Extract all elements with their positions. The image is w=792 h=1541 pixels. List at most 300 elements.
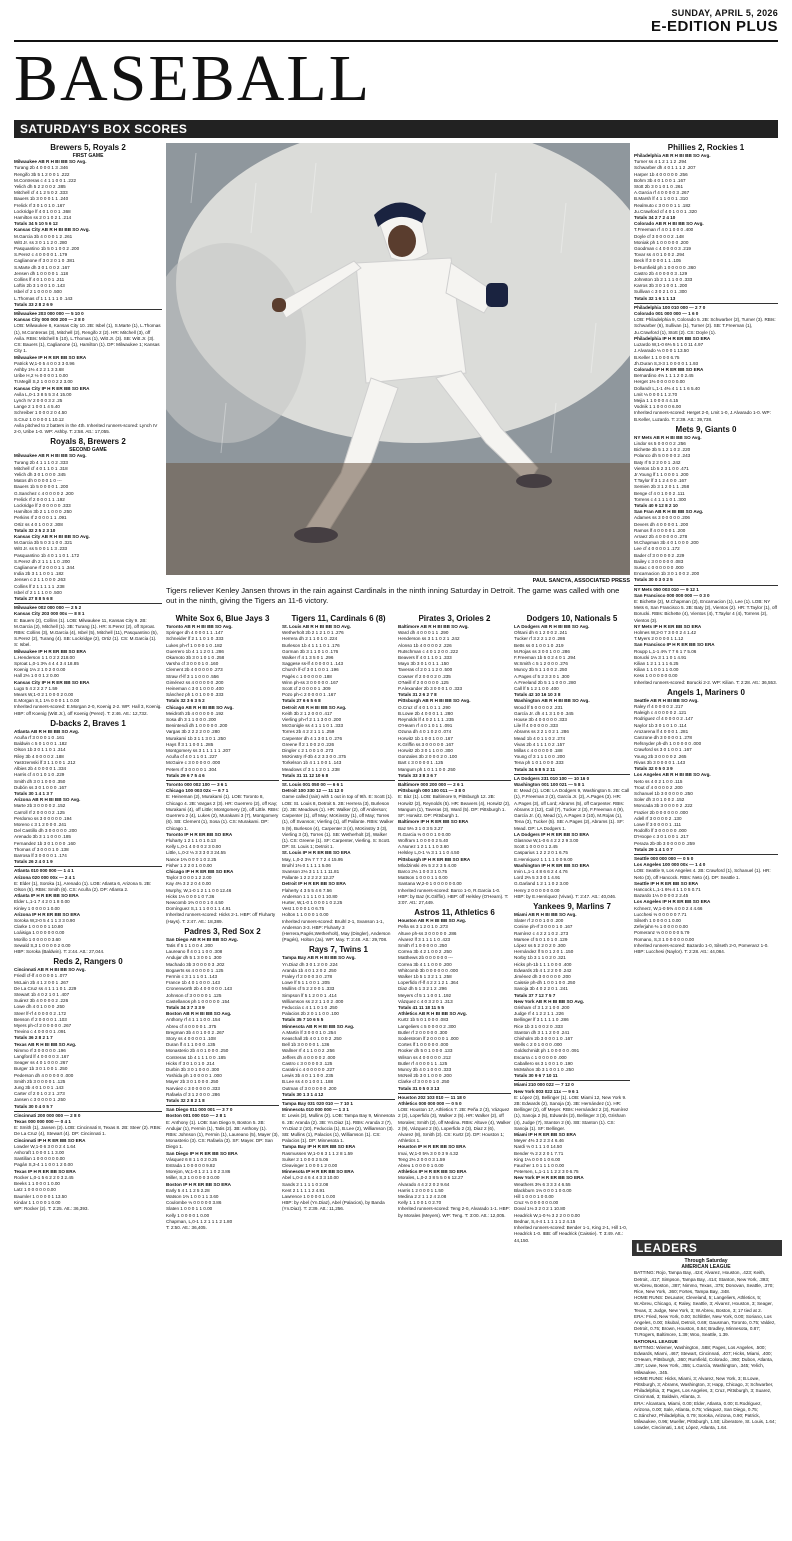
box-score-row: Medina 2 2 1 1 2 4 2.08 [398,1194,447,1200]
box-score-row: Turang 2b 4 0 0 0 1 3 .346 [14,165,68,171]
box-score-header-row: Seattle AB R H BI BB SO Avg. [634,697,699,703]
box-score-header-row: Totals 35 7 10 6 5 5 [282,1017,324,1023]
box-score-row: E.Morgan S,1 1⅔ 0 0 0 1 1 0.00 [14,698,80,704]
box-score-row: Church lf-cf 3 0 1 0 0 1 .196 [282,667,339,673]
box-score-header-row: Boston 001 000 010 — 2 8 1 [166,1113,227,1119]
box-score-row: Lynch IV 2 0 0 0 3 2 .25 [14,397,63,403]
box-score-row: Mead 1b 4 0 1 1 0 2 .274 [514,735,566,741]
box-score-row: King 1⅓ 0 0 0 1 0 6.00 [514,1156,561,1162]
box-score-row: Lowder W,1-0 6 3 0 0 2 4 1.64 [14,1143,76,1149]
box-score-row: Bauers 1b 3 0 0 0 1 1 .240 [14,196,69,202]
box-score-header-row: NY Mets AB R H BI BB SO Avg. [634,434,702,440]
box-score-row: Semien 2b 3 1 2 0 1 1 .258 [634,484,690,490]
box-score-notes: Inherited runners-scored: Bazardo 1-0, Silseth 2-0, Pomeranz 1-0. HBP: Lucchesi (Naylor). T: 2:28. Att.: 44,084. [634,942,769,954]
box-score-row: Caballero ss 3 1 0 0 1 0 .190 [514,1060,573,1066]
box-score-row: Johnston 1b 2 1 1 1 0 0 .333 [634,277,693,283]
game-headline: Yankees 9, Marlins 7 [533,901,611,911]
box-score-header-row: Totals 32 2 5 2 3 10 [14,527,56,533]
pitcher-photo-illustration [166,143,630,575]
box-score-row: Lewis 3b 4 0 1 1 0 0 .235 [282,1073,334,1079]
box-score-row: Koenig 1⅓ 2 1 0 2 0 0.00 [14,667,66,673]
box-score-row: Schwarber dh 4 0 1 1 1 2 .207 [634,165,696,171]
box-score-row: Beeks 1 1 0 0 0 1 0.00 [14,1181,60,1187]
box-score-header-row: Boston AB R H BI BB SO Avg. [166,1011,232,1017]
box-score-row: Arozarena lf 4 0 0 0 1 .281 [634,728,689,734]
box-score-row: Rodolfo lf 3 0 0 0 0 0 .000 [634,828,687,834]
box-score-row: Muncy 3b 4 0 1 0 0 0 .333 [398,1067,452,1073]
box-score-row: Trout cf 4 0 0 0 0 2 .200 [634,784,683,790]
box-score-header-row: San Diego IP H R ER BB SO ERA [166,1150,238,1156]
box-score-header-row: Houston 202 103 010 — 11 18 0 [398,1094,466,1100]
box-score-row: Riley 3b 4 0 0 0 0 2 .188 [14,753,64,759]
box-score-row: Canzone dh 3 0 0 0 0 1 .278 [634,735,692,741]
box-score-row: McMahon 3b 3 1 0 0 1 0 .250 [514,1067,574,1073]
box-score-row: Bohm 3b 4 0 1 0 0 1 .167 [634,177,686,183]
box-score-header-row: Totals 29 1 4 1 0 7 [634,846,673,852]
box-score-row: Weathers 3⅔ 6 3 3 3 4 6.55 [514,1181,571,1187]
box-score-row: Sánchez ph 1 0 1 0 0 0 .333 [166,692,224,698]
box-score-row: Vest 1 0 0 0 1 0 6.75 [282,906,325,912]
box-score-row: Hicks 1⅓ 0 0 0 1 0 7.36 [166,893,215,899]
box-score-row: Anderson 1 1 1 1 0 1 10.80 [282,893,338,899]
game-headline: Pirates 3, Orioles 2 [418,614,491,623]
box-score-row: Loáisiga 1 0 0 0 0 0 0.00 [14,930,65,936]
box-score-row: Adell rf 3 0 0 0 0 2 .130 [634,815,682,821]
leaders-through: Through Saturday [684,1258,728,1264]
box-score-row: Loperfido rf-lf 4 2 2 1 2 1 .364 [398,980,459,986]
box-score-row: Mayer 2b 3 0 1 0 0 0 .250 [166,1079,219,1085]
box-score-row: Imai, W,1-0 5⅔ 3 0 0 3 9 4.32 [398,1150,459,1156]
issue-date: SUNDAY, APRIL 5, 2026 [671,8,778,18]
box-score-notes: T: 2:50. Att.: 36,405. [166,1225,207,1231]
box-score-row: T.Taylor lf 3 1 2 4 0 0 .167 [634,478,687,484]
game-headline: White Sox 6, Blue Jays 3 [175,614,270,623]
box-score-row: Bellinger lf 3 1 1 1 1 0 .286 [514,1017,569,1023]
box-score-row: Tena ph 1 0 1 0 0 0 .333 [514,760,564,766]
box-score-notes: LOB: Houston 17, Athletics 7. 2B: Peña 2 (3), Vázquez 2 (2), Loperfido (3), Walker 2 (5). HR: Walker (2), off Morales; Smith (2), off Medina. RBIs: Altuve (4), Walker 2 (9), Vázquez 2 (5), Loperfido 2 (3), Diaz 2 (6), Alvarez (8), Smith (2). CS: Kurtz (2). DP: Houston 1; Athletics 1. [398,1107,511,1144]
box-score-header-row: Atlanta 010 000 000 — 1 4 1 [14,868,74,874]
game-headline: D-backs 2, Braves 1 [50,718,126,728]
box-score-row: Wells c 2 0 1 0 0 0 .000 [514,1042,562,1048]
box-score-row: Steer lf-rf 4 0 0 0 0 2 .172 [14,1010,67,1016]
box-score-row: Suárez 3b 4 0 0 0 0 2 .226 [14,998,69,1004]
box-score-row: Montgomery ss 3 1 1 1 1 1 .207 [166,748,231,754]
box-score-header-row: Detroit IP H R ER BB SO ERA [282,881,346,887]
box-score-row: Bazardo 1⅓ 0 0 0 0 2 2.45 [634,893,689,899]
box-score-header-row: Milwaukee AB R H BI BB SO Avg. [14,159,87,165]
box-score-row: A.Martin lf 3 0 0 0 1 0 .254 [282,1029,336,1035]
box-score-header-row: New York 003 022 11x — 9 6 1 [514,1088,579,1094]
box-score-row: Soroka W,2-0 5 4 1 1 3 3 0.90 [14,917,76,923]
box-score-notes: BATTING: Wiemer, Washington, .588; Pages, Los Angeles, .500; Edwards, Miami, .467; Stewart, Cincinnati, .407; Hicks, Miami, .400; O'Hearn, Pittsburgh, .360; Rumfield, Colorado, .360; Dubon, Atlanta, .357; Lowe, New York, .355; L.García, Washington, .345; Yelich, Milwaukee, .345. [634,1344,774,1375]
box-score-row: Anthony rf 4 1 1 1 0 0 .154 [166,1017,221,1023]
box-score-row: Jung 3b 4 0 1 0 0 1 .143 [14,1085,64,1091]
box-score-row: Abrams ss 2 2 1 0 2 1 .286 [514,729,569,735]
box-score-row: Ohtani dh 6 1 2 0 0 2 .241 [514,630,568,636]
box-score-row: Bruihl 1⅔ 0 1 1 1 1 5.06 [282,862,331,868]
game-headline: Brewers 5, Royals 2 [50,143,126,152]
box-score-row: Lugo 5 4 2 2 2 7 1.59 [14,685,58,691]
game-subhead: FIRST GAME [72,153,104,159]
game-headline: Royals 8, Brewers 2 [50,437,126,447]
box-score-header-row: Texas AB R H BI BB SO Avg. [14,1041,77,1047]
box-score-row: Mitchell cf 4 1 2 5 0 2 .333 [14,190,68,196]
box-score-row: Rice 1b 3 1 0 0 2 0 .333 [514,1023,563,1029]
box-score-header-row: Athletics IP H R ER BB SO ERA [398,1169,467,1175]
box-score-header-row: LA Dodgers IP H R ER BB SO ERA [514,831,590,837]
box-score-row: Hicks ph-1b 1 1 1 0 0 0 .400 [514,961,572,967]
box-score-row: Turang 2b 4 1 1 1 0 2 .333 [14,459,68,465]
box-score-header-row: Totals 30 9 6 7 10 11 [514,1073,558,1079]
box-score-row: Del Castillo dh 3 0 0 0 0 0 .200 [14,828,77,834]
box-score-notes: Inherited runners-scored: Herget 2-0, Lmit 1-0, J.Alvarado 1-0. WP: B.Keller, Luzardo. T: 2:39. Att.: 39,738. [634,410,771,422]
box-score-row: A.Pages cf 5 2 3 3 0 1 .300 [514,673,570,679]
box-score-header-row: San Francisco IP H R ER BB SO ERA [634,642,715,648]
box-score-row: Kilian 1 2 1 1 1 1 6.25 [634,661,679,667]
box-score-row: Meyer 4⅔ 3 2 2 3 4 6.46 [514,1138,564,1144]
box-score-row: Neto ss 4 0 2 1 0 0 .115 [634,778,683,784]
box-score-row: Castro 2b 4 0 0 0 0 3 .129 [634,270,688,276]
box-score-row: K.Griffin ss 3 0 0 0 0 0 .167 [398,741,454,747]
box-score-rule [514,774,630,775]
box-score-row: Escarra c 1 0 0 0 0 0 .000 [514,1054,567,1060]
box-score-row: Grisham cf 3 1 2 1 0 0 .200 [514,1004,570,1010]
box-score-row: Wilson ss 4 0 0 0 0 0 .212 [398,1054,451,1060]
game-headline: Padres 3, Red Sox 2 [184,926,261,936]
box-score-row: Taylor 3 0 0 0 1 2 2.00 [166,875,212,881]
box-score-header-row: Philadelphia IP H R ER BB SO ERA [634,335,711,341]
box-score-row: Fisher 1 2 2 0 1 0 0.00 [166,862,212,868]
box-score-row: Schanuel 1b 3 0 0 0 0 0 .250 [634,790,693,796]
box-score-row: Greene lf 2 1 0 0 2 0 .226 [282,741,335,747]
box-score-header-row: Colorado AB R H BI BB SO Avg. [634,221,704,227]
box-score-header-row: Milwaukee 203 000 000 — 5 10 0 [14,311,84,317]
box-score-row: Pasquantino 1b 5 0 1 0 0 2 .200 [14,246,80,252]
box-score-row: Realmuto c 3 0 0 0 1 1 .182 [634,202,691,208]
box-score-row: Hurter, W,1-0 1 0 0 0 1 0 2.25 [282,899,343,905]
box-score-row: Matthews 2b 0 0 0 0 0 0 --- [398,955,453,961]
box-score-row: Uribe H,2 ⅓ 0 0 0 0 1 0.00 [14,373,68,379]
box-score-row: Muncy 3b 5 1 1 0 0 2 .250 [514,667,568,673]
box-score-header-row: Totals 27 8 8 5 6 8 [14,596,53,602]
box-score-header-row: Milwaukee IP H R ER BB SO ERA [14,354,87,360]
box-score-row: Jiménez dh 3 0 0 0 0 0 .200 [514,973,571,979]
box-score-row: India 2b 3 1 1 0 0 1 .182 [14,571,64,577]
box-score-row: S.Perez dh 2 1 1 1 1 0 .200 [14,558,70,564]
box-score-header-row: Totals 30 1 3 1 4 12 [282,1091,324,1097]
box-score-header-row: Houston IP H R ER BB SO ERA [398,1144,466,1150]
box-score-row: Refsnyder ph-dh 1 0 0 0 0 0 .000 [634,741,702,747]
box-score-row: Loftin 2b 3 1 0 0 1 0 .143 [14,283,65,289]
box-score-row: Hernández lf 5 0 1 2 0 1 .150 [514,949,574,955]
box-score-row: Gonzales 3b 2 0 0 0 2 0 .100 [398,754,457,760]
box-score-header-row: Washington 001 100 021 — 5 8 1 [514,782,585,788]
box-score-row: Kelly 1 1 0 0 1 0 2.70 [398,1200,442,1206]
box-score-row: Monasterio 2b 4 0 1 0 0 0 .250 [166,1048,229,1054]
box-score-row: Walker 1b 5 1 3 2 1 1 .258 [398,973,452,979]
box-score-row: Ramos lf 4 0 0 0 0 1 .200 [634,527,686,533]
box-score-row: Myers ph-cf 2 0 0 0 0 0 .267 [14,1023,72,1029]
box-score-header-row: Kansas City 000 000 200 — 2 8 0 [14,317,85,323]
box-score-row: Benge cf 4 0 1 0 0 2 .111 [634,490,685,496]
box-score-header-row: Chicago 100 003 02x — 6 7 1 [166,788,229,794]
box-score-column-1 [14,141,162,1533]
box-score-row: A.Nunez 1 2 1 1 1 0 3.60 [398,844,449,850]
box-score-row: Vargas 3b 2 2 2 2 0 0 .280 [166,729,220,735]
box-score-row: Kess 1 0 0 0 0 0 0.00 [634,673,678,679]
box-score-row: Rutschman c 4 0 1 2 0 0 .222 [398,648,459,654]
box-score-row: Peraza 2b-3b 3 0 0 0 0 0 .259 [634,840,695,846]
box-score-header-row: San Diego 011 000 001 — 3 7 0 [166,1107,233,1113]
box-score-row: Morillo 1 0 0 0 0 0 3.60 [14,936,61,942]
box-score-row: Rengifo 3b 5 1 2 0 0 1 .222 [14,171,70,177]
box-score-row: García Jr. dh 4 1 3 1 0 0 .345 [514,710,574,716]
box-score-header-row: NY Mets IP H R ER BB SO ERA [634,623,702,629]
box-score-row: Machado 3b 3 0 0 0 0 3 .202 [166,961,225,967]
box-score-row: J.Alvarado ⅓ 0 0 0 1 13.50 [634,348,689,354]
box-score-row: R.Garcia ⅓ 0 0 0 1 0 0.00 [398,831,451,837]
box-score-row: Scott 1 0 0 0 0 1 2.45 [514,844,558,850]
box-score-row: Cortes lf 1 0 0 0 0 0 .000 [398,1042,449,1048]
box-score-row: Jr.Young lf 1 1 0 0 0 1 .200 [634,471,689,477]
box-score-row: Newcomb 1⅔ 0 0 0 1 0 4.50 [166,899,224,905]
box-score-row: Friedl cf-lf 4 0 0 0 0 1 .077 [14,973,68,979]
box-score-row: Ju.Crawford cf 4 0 1 0 0 1 .320 [634,208,697,214]
box-score-row: G.Garland 1 2 1 1 0 2 3.00 [514,881,569,887]
box-score-header-row: New York IP H R ER BB SO ERA [514,1175,584,1181]
box-score-notes: E: Elder (1), Soroka (1), Arenado (1). LOB: Atlanta 6, Arizona 5. 2B: Olson (5). RBIs: Smith (6). CS: Acuña (2). DP: Atlanta 2. [14,880,152,892]
box-score-row: Bogaerts ss 4 0 0 0 0 1 .125 [166,967,224,973]
box-score-row: W.Smith c 5 1 2 0 0 0 .276 [514,661,568,667]
box-score-row: Jh.Duran S,3-3 1 0 0 0 0 1 1.93 [634,360,699,366]
box-score-row: Ashby 1⅔ 4 2 2 1 3 3.68 [14,366,64,372]
box-score-header-row: Milwaukee 002 000 000 — 2 5 2 [14,605,82,611]
box-score-row: Palacios 2b 2 0 1 1 0 0 .100 [282,1011,339,1017]
box-score-notes: HBP: by Abel (Yn.Diaz), Abel (Palacios), by Banda (Yn.Diaz). T: 2:39. Att.: 11,256. [282,1200,385,1212]
box-score-column-6 [634,141,778,1237]
box-score-rule [166,780,279,781]
box-score-notes: E: Bàz (1). LOB: Baltimore 9, Pittsburgh 12. 2B: Horwitz (2), Reynolds (5). HR: Beavers (4), Horwitz (2), Mangum (1), Taveras (3), Ward (5). DP: Pittsburgh 1. SF: Horwitz. DP: Pittsburgh 1. [398,794,511,819]
box-score-row: Pallante 1 2 2 2 2 2 12.27 [282,875,335,881]
box-score-row: O'Neill rf 2 0 0 0 0 0 .125 [398,679,449,685]
box-score-row: Rodriguez cf 4 0 0 0 0 2 .147 [634,716,693,722]
box-score-row: Story ss 4 0 0 0 0 1 .108 [166,1036,216,1041]
box-score-header-row: Philadelphia 100 010 000 — 2 7 0 [634,304,706,310]
box-score-header-row: Boston IP H R ER BB SO ERA [166,1181,231,1187]
box-score-header-row: Chicago IP H R ER BB SO ERA [166,868,234,874]
box-score-header-row: Toronto IP H R ER BB SO ERA [166,831,233,837]
box-score-row: Vodnik 1 1 0 0 0 0 6.00 [634,404,681,410]
box-score-header-row: Miami IP H R ER BB SO ERA [514,1132,577,1138]
box-score-header-row: Minnesota AB R H BI BB SO Avg. [282,1023,355,1029]
box-score-row: Clarke cf 3 0 0 0 1 0 .250 [398,1079,450,1085]
box-score-row: Edwards 2b 4 1 2 2 0 0 .242 [514,967,572,973]
box-score-row: S.Perez c 4 0 0 0 0 1 .179 [14,252,68,258]
box-score-row: Goodman c 4 0 0 0 0 3 .219 [634,246,691,252]
box-score-row: Lukes ph-rf 1 0 0 0 1 0 .182 [166,642,223,648]
box-score-row: Soderstrom lf 2 0 0 0 0 1 .000 [398,1036,459,1041]
box-score-row: Wood lf 5 0 0 0 0 2 .231 [514,704,563,710]
box-score-row: Durbin 3b 3 0 1 0 0 0 .300 [166,1067,220,1073]
box-score-header-row: Miami 210 000 022 — 7 12 0 [514,1082,574,1088]
box-score-row: M.Chapman 3b 4 0 1 0 0 0 .200 [634,540,699,546]
box-score-row: Baldwin c 5 0 1 0 0 1 .182 [14,741,67,747]
box-score-row: Beavers lf 4 0 1 1 0 1 .333 [398,655,452,661]
box-score-row: Faucher 1 0 1 1 1 0 0.00 [514,1163,565,1169]
box-score-row: Naylor 1b 3 0 1 0 1 0 .114 [634,722,687,728]
box-score-row: Crawford ss 3 0 1 0 0 1 .167 [634,747,692,753]
box-score-row: Scott cf 2 0 0 0 0 1 .309 [282,686,331,692]
box-score-row: Gorman 3b 3 1 1 0 1 0 .176 [282,648,339,654]
box-score-row: Hamilton ss 2 0 1 0 2 1 .214 [14,215,72,221]
box-score-row: Roupp L,1-1 4⅔ 7 7 6 1 7 5.06 [634,648,697,654]
box-score-row: Mangum ph 1 0 1 1 0 0 .250 [398,766,456,772]
box-score-row: Marsee cf 5 0 1 0 1 0 .129 [514,936,568,942]
box-score-row: Lawrence 1 0 0 0 0 1 0.00 [282,1194,336,1200]
box-score-header-row: Pittsburgh 000 100 011 — 3 8 0 [398,788,465,794]
box-score-row: Baz 5⅔ 3 1 0 3 5 3.27 [398,825,443,831]
box-score-row: Isbel cf 2 1 0 0 0 0 .500 [14,289,62,295]
box-score-rule [398,780,511,781]
box-score-row: Kay 4⅔ 3 2 2 0 4 0.00 [166,881,211,887]
box-score-row: Pozo ph-c 2 0 0 0 0 1 .167 [282,692,336,698]
box-score-header-row: Baltimore 000 200 000 — 2 6 1 [398,782,464,788]
box-score-header-row: Detroit 100 330 12 — 11 12 0 [282,788,344,794]
box-score-row: Fluharty 1 2 1 1 0 1 0.13 [166,837,216,843]
masthead [14,6,778,40]
box-score-row: L.Thomas cf 1 1 1 1 1 0 .143 [14,295,73,301]
box-score-row: Burleson 1b 4 1 1 1 0 1 .176 [282,642,340,648]
box-score-row: Giménez ss 4 0 0 0 0 0 .200 [166,679,224,685]
box-score-row: Abreu cf 4 0 0 0 0 1 .375 [166,1023,217,1029]
box-score-row: Butler rf 4 0 0 0 1 1 .125 [398,1060,448,1066]
box-score-row: Bender ⅔ 2 2 2 0 1 7.71 [514,1150,564,1156]
box-score-row: Fraley rf 2 0 0 0 3 0 .278 [282,973,333,979]
box-score-row: Barco 2⅓ 1 0 0 3 1 0.75 [398,868,448,874]
box-score-notes: Inherited runners-scored: Hicks 2-1. HBP: off Fluharty (Hays). T: 2:47. Att.: 18,389. [166,912,276,924]
box-score-row: Doval 1⅓ 3 2 0 2 1 10.80 [514,1206,566,1212]
box-score-header-row: Milwaukee IP H R ER BB SO ERA [14,648,87,654]
box-score-row: Young 2b 3 0 0 0 0 2 .265 [634,753,687,759]
box-score-notes: Inherited runners-scored: Barco 1-0, R.Garcia 1-0. HBP: by Baz (K.Griffin). HBP: off Helsley (O'Hearn). T: 3:07. Att.: 27,449. [398,887,509,905]
box-score-row: Yastrzemski lf 3 1 1 0 0 1 .212 [14,759,76,765]
box-score-row: Rocker L,0-1 5 6 2 2 0 3 2.45 [14,1174,74,1180]
box-score-row: Stewart 1b 4 0 2 1 0 1 .407 [14,992,70,997]
box-score-header-row: Seattle IP H R ER BB SO ERA [634,880,699,886]
box-score-row: Lowe lf 5 1 1 0 0 1 .205 [282,980,330,986]
box-score-rule [14,309,162,310]
box-score-header-row: Totals 30 0 4 0 5 7 [14,1103,53,1109]
box-score-header-row: LA Dodgers 231 010 100 — 10 16 0 [514,775,590,781]
box-score-header-row: Totals 32 0 5 0 3 9 [634,766,673,772]
box-score-header-row: Totals 31 2 6 2 7 8 [398,692,437,698]
box-score-row: López ss 5 2 2 0 2 0 .300 [514,942,566,948]
box-score-row: Hamilton 3b 2 1 1 0 0 0 .250 [14,509,72,515]
box-score-row: Correa 3b 4 1 1 0 0 0 .200 [398,961,452,967]
box-score-row: Abreu 1 0 0 0 0 1 0.00 [398,1163,444,1169]
box-score-row: Cruz ⅔ 0 0 0 0 0 0.00 [514,1200,559,1206]
box-score-row: Lucchesi ⅓ 0 0 0 0 0 7.71 [634,911,687,917]
box-score-row: Herget 1⅔ 0 0 0 0 0 0.00 [634,379,685,385]
box-score-row: Yn.Diaz dh 3 0 1 2 0 0 .224 [282,961,338,967]
box-score-row: Perdomo ss 3 0 0 0 0 0 .194 [14,815,72,821]
box-score-header-row: Totals 34 5 10 5 6 12 [14,221,58,227]
box-score-row: McNeil 2b 3 0 1 0 0 0 .200 [398,1073,452,1079]
box-score-rule [166,1105,279,1106]
box-score-header-row: San Fran AB R H BI BB SO Avg. [634,509,704,515]
box-score-row: Mattson 1 0 0 0 1 1 0.00 [398,875,448,881]
box-score-row: Ortiz ss 4 0 1 0 0 2 .308 [14,521,63,527]
box-score-row: Keaschall 2b 4 0 1 0 0 2 .250 [282,1036,342,1041]
box-score-row: Herrera dh 2 1 1 0 1 0 .224 [282,636,338,642]
box-score-row: Williamson ss 2 2 1 1 0 2 .000 [282,998,344,1004]
box-score-header-row: Totals 37 7 12 7 5 7 [514,992,556,998]
box-score-row: Okamoto 3b 3 0 1 0 1 0 .258 [166,655,225,661]
box-score-column-2 [166,612,279,1532]
box-score-rule [634,854,778,855]
box-score-row: Dingler c 2 1 0 0 1 0 .273 [282,748,334,754]
box-score-row: Smith dh 3 0 1 0 0 0 .350 [14,778,66,784]
box-score-row: Walker rf 4 1 3 5 0 1 .296 [282,655,334,661]
box-score-row: O'Hearn rf 4 0 1 0 1 1 .091 [398,723,453,729]
box-score-row: Guerrero 1b 4 1 1 2 0 1 .286 [166,648,224,654]
box-score-row: House 3b 4 0 0 0 0 0 .333 [514,717,567,723]
box-score-row: Harper 1b 4 0 0 0 0 0 .256 [634,171,688,177]
box-score-row: Peña ss 3 1 2 0 1 0 .273 [398,924,448,930]
box-score-row: Seager ss 4 0 1 0 0 0 .267 [14,1060,68,1066]
box-score-row: Peters rf 3 0 0 0 0 1 .304 [166,766,217,772]
box-score-row: G.Sanchez c 4 0 0 0 0 2 .200 [14,490,74,496]
box-score-row: Little, L,0-2 ⅓ 3 3 3 0 3 24.55 [166,850,226,856]
box-score-row: Rivas 3b 3 0 0 0 0 1 .143 [634,759,686,765]
box-score-row: Bart c 3 0 0 0 0 1 .125 [398,760,444,766]
box-score-header-row: Arizona AB R H BI BB SO Avg. [14,797,81,803]
box-score-row: Stott 2b 3 0 1 0 1 0 .261 [634,184,684,190]
box-score-row: Bell 1b 3 0 0 0 0 1 .136 [282,1042,330,1048]
box-score-row: Santana W,2-0 1 0 0 0 0 0 0.00 [398,881,462,887]
box-score-header-row: Totals 36 2 8 2 1 7 [14,1035,53,1041]
box-score-notes: E: Anthony (1). LOB: San Diego 9, Boston 5. 2B: Andujar (1), Fermin (1), Tatis (2). 3B: Anthony (1). RBIs: Johnson (1), Fermin (1), Laureano (5), Mayer (3), Monasterio (3). CS: Rafaela (3). SF: Mayer. DP: San Diego 1. [166,1119,279,1150]
box-score-row: Smith 2b 3 0 0 0 0 1 .125 [14,1078,66,1084]
box-score-row: Altuve ph-ss 3 0 0 0 0 0 .286 [398,930,457,936]
box-score-row: Taveras cf 2 0 1 1 2 0 .500 [398,667,453,673]
box-score-row: Mitchell cf 4 0 1 1 0 1 .318 [14,465,68,471]
box-score-notes: Avila pitched to 2 batters in the 4th. Inherited runners-scored: Lynch IV 2-0, Uribe 1-0. WP: Ashby. T: 2:58. Att.: 17,055. [14,422,158,434]
box-score-notes: Inherited runners-scored: E.Morgan 2-0, Koenig 2-2. WP: Hall 3, Koenig. HBP: off Koenig (Witt Jr.), off Koenig (Perez). T: 2:46. Att.: 12,732. [14,704,162,716]
leaders-american-league: AMERICAN LEAGUE [681,1264,731,1271]
box-score-row: Young cf 3 1 1 1 0 0 .200 [514,754,565,760]
box-score-row: Raley rf 4 0 0 0 0 2 .217 [634,704,684,710]
box-score-header-row: Baltimore AB R H BI BB SO Avg. [398,624,469,629]
box-score-row: Blackburn 1⅓ 0 0 0 1 0 0.00 [514,1187,572,1193]
box-score-row: Caissie ph-dh 1 0 0 1 0 0 .250 [514,980,576,986]
box-score-row: Sands 2 1 1 1 1 0 2.08 [282,1181,329,1187]
box-score-header-row: St. Louis AB R H BI BB SO Avg. [282,624,351,629]
box-score-row: Murakami 1b 3 1 1 3 0 1 .250 [166,735,226,741]
box-score-row: Olson 1b 3 0 1 1 0 1 .314 [14,747,66,753]
box-score-row: Hicks rf 3 0 1 0 1 0 .214 [166,1060,215,1066]
box-score-row: Whitcomb 3b 0 0 0 0 0 0 .000 [398,967,459,973]
box-score-row: Lord 2⅔ 5 3 3 0 1 4.91 [514,875,561,881]
game-headline: Phillies 2, Rockies 1 [667,143,745,152]
box-score-row: O.Cruz cf 4 0 1 0 1 1 .290 [398,704,451,710]
box-score-header-row: Totals 33 3 8 3 6 7 [398,772,437,778]
game-headline: Mets 9, Giants 0 [675,424,737,434]
box-score-header-row: Philadelphia AB R H BI BB SO Avg. [634,153,711,158]
box-score-row: Andujar dh 5 1 3 0 0 1 .300 [166,955,222,961]
box-score-notes: ERA: Alcantara, Miami, 0.00; Elder, Atlanta, 0.00; E.Rodriguez, Arizona, 0.00; Sale, Atlanta, 0.75; Vásquez, San Diego, 0.75; C.Sánchez, Philadelphia, 0.79; Soroka, Arizona, 0.90; Patrick, Milwaukee, 0.96; Mueller, Pittsburgh, 1.50; Liberatore, St. Louis, 1.64; Lowder, Cincinnati, 1.64; López, Atlanta, 1.64. [634,1400,776,1431]
box-score-row: Isbel cf 2 1 1 1 0 0 .500 [14,589,62,595]
